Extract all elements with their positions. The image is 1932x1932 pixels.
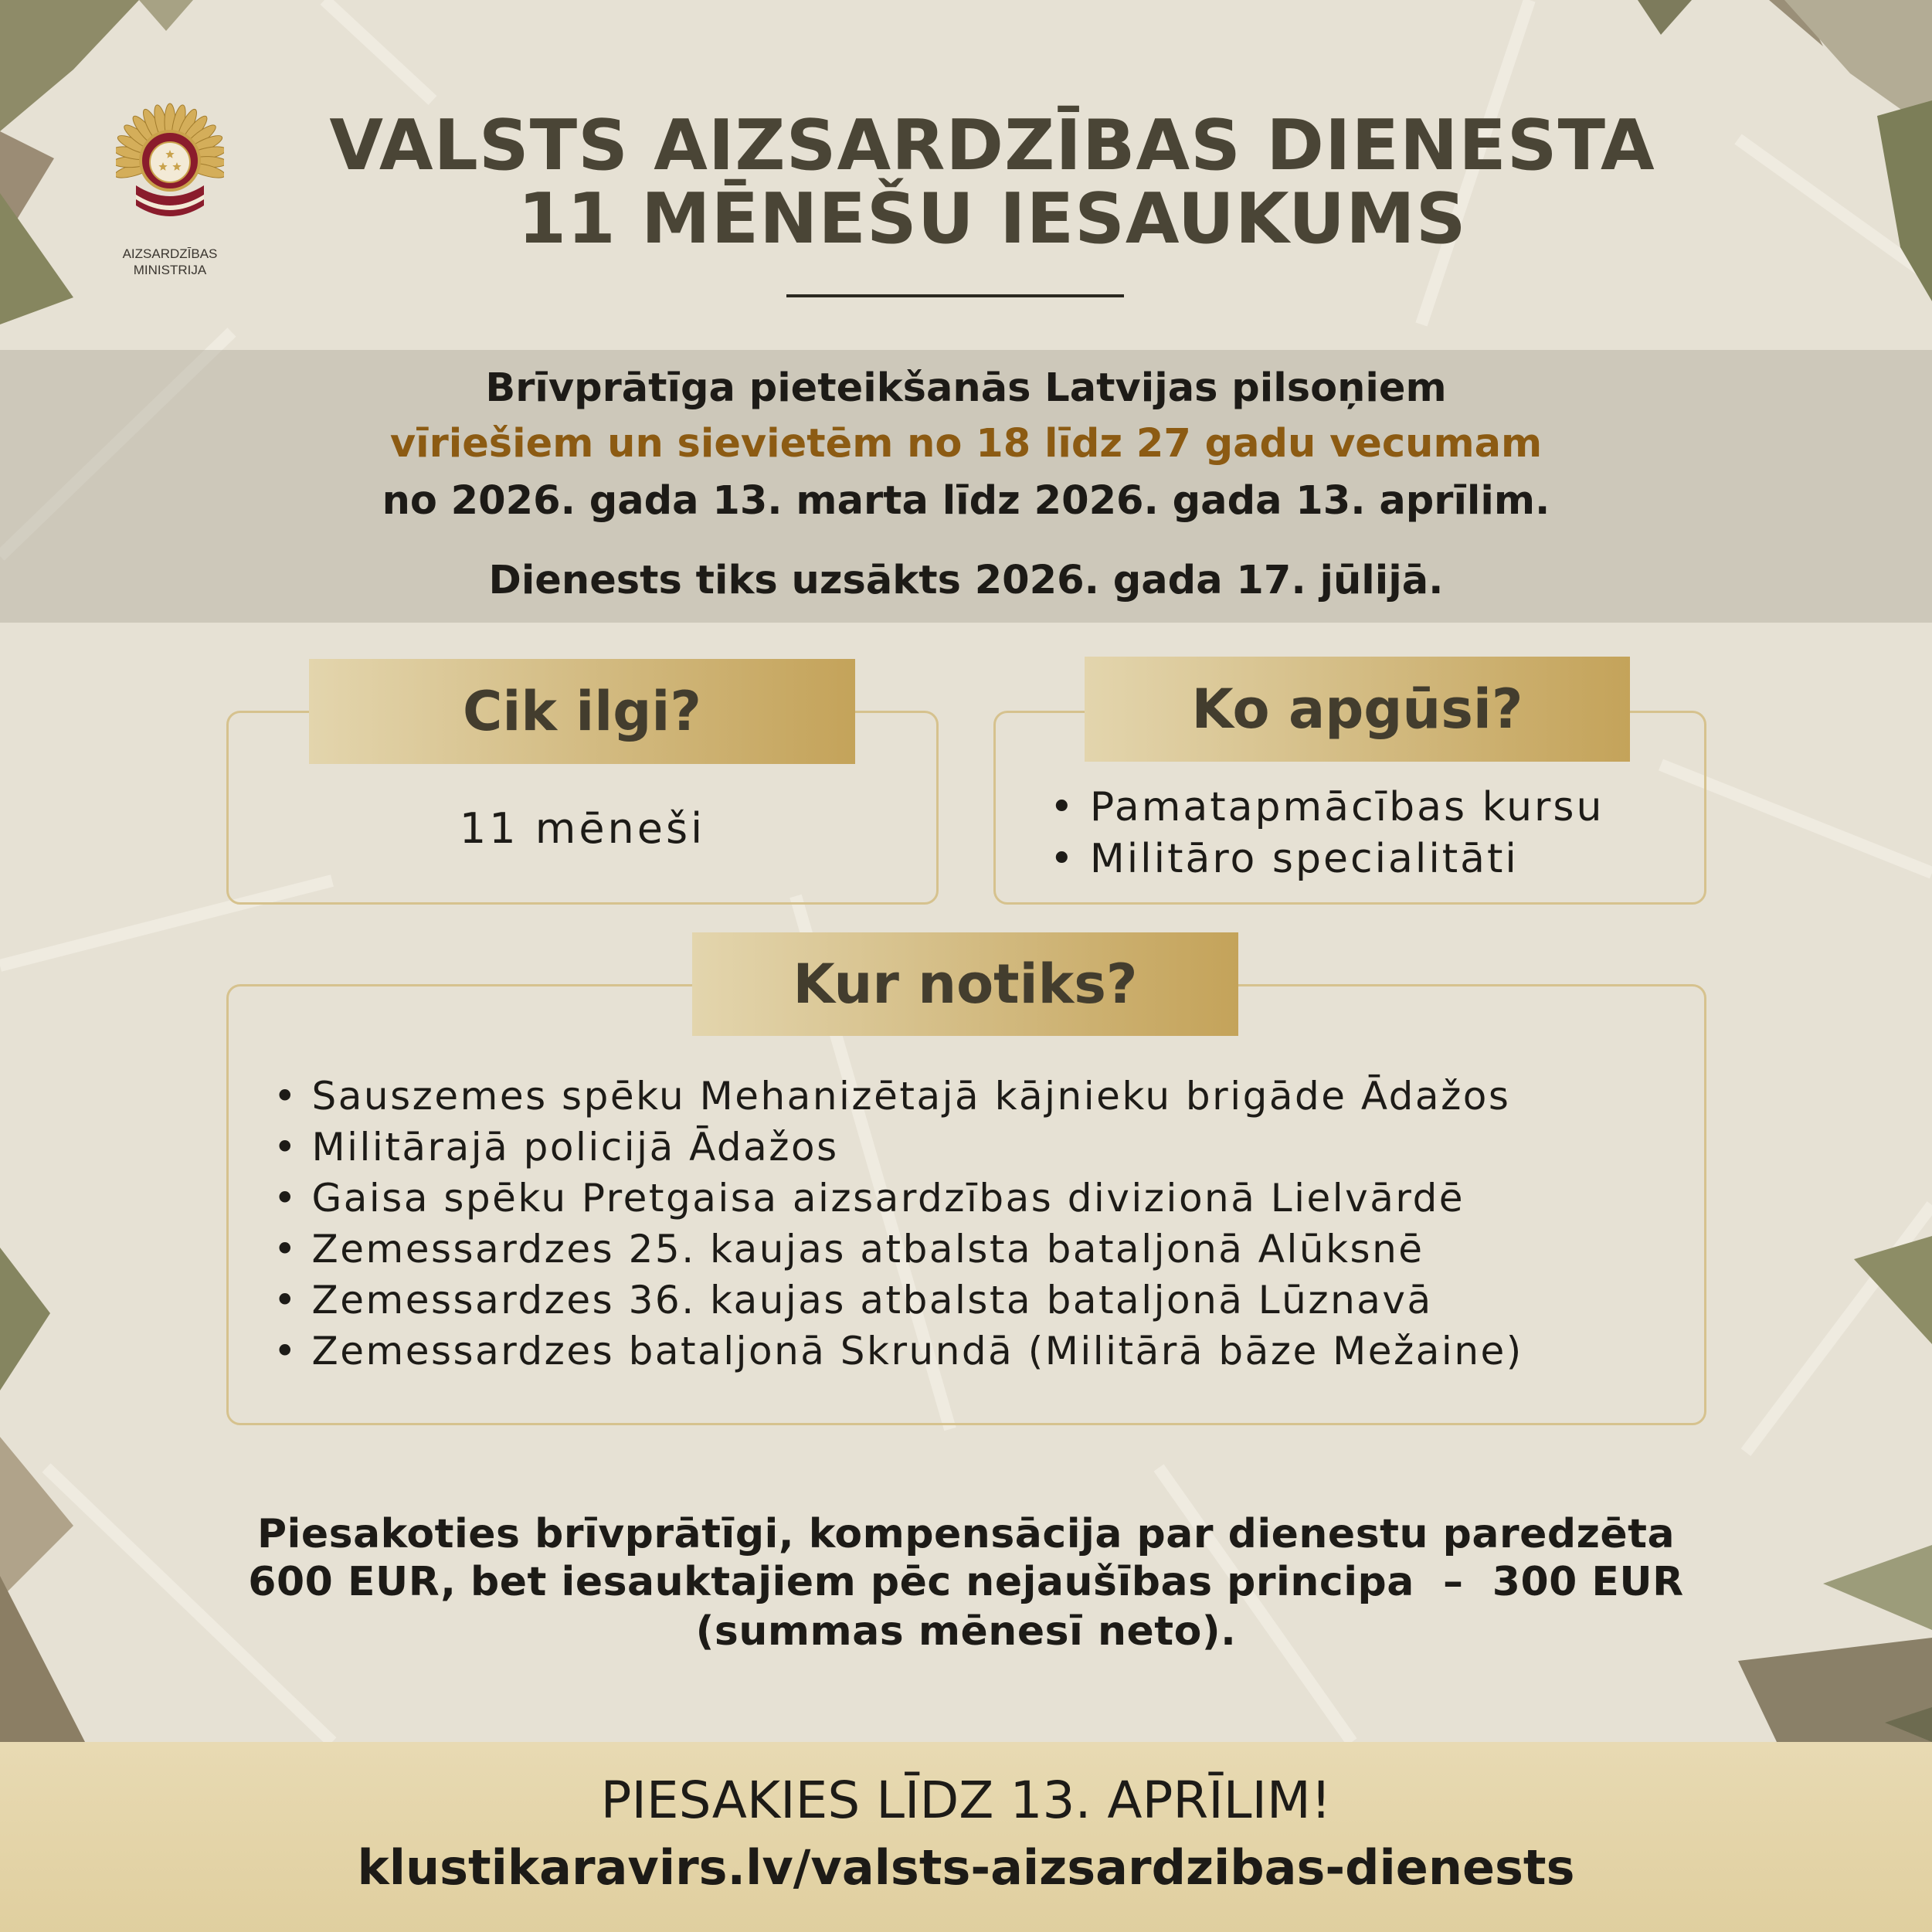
- learn-heading: Ko apgūsi?: [1085, 657, 1630, 762]
- cta-url: klustikaravirs.lv/valsts-aizsardzibas-dienests: [357, 1839, 1575, 1896]
- logo-text-line1: AIZSARDZĪBAS: [122, 246, 218, 261]
- title-divider: [786, 294, 1124, 297]
- service-start: Dienests tiks uzsākts 2026. gada 17. jūlijā.: [488, 558, 1444, 603]
- logo-text-line2: MINISTRIJA: [133, 263, 207, 277]
- compensation-line2: 600 EUR, bet iesauktajiem pēc nejaušības principa – 300 EUR: [248, 1559, 1684, 1605]
- duration-value: 11 mēneši: [459, 804, 706, 853]
- title-line1: VALSTS AIZSARDZĪBAS DIENESTA: [329, 105, 1655, 186]
- compensation-line1: Piesakoties brīvprātīgi, kompensācija par dienestu paredzēta: [256, 1511, 1676, 1557]
- learn-list: [1050, 782, 1604, 885]
- duration-heading: Cik ilgi?: [309, 659, 855, 764]
- list-item: • Pamatapmācības kursu: [1050, 782, 1604, 834]
- list-item: • Zemessardzes bataljonā Skrundā (Militārā bāze Mežaine): [273, 1326, 1523, 1377]
- intro-highlight: vīriešiem un sievietēm no 18 līdz 27 gadu vecumam: [389, 421, 1543, 467]
- list-item: • Zemessardzes 36. kaujas atbalsta bataljonā Lūznavā: [273, 1275, 1523, 1326]
- list-item: • Zemessardzes 25. kaujas atbalsta bataljonā Alūksnē: [273, 1224, 1523, 1275]
- list-item: • Gaisa spēku Pretgaisa aizsardzības divizionā Lielvārdē: [273, 1173, 1523, 1224]
- list-item: • Sauszemes spēku Mehanizētajā kājnieku brigāde Ādažos: [273, 1071, 1523, 1122]
- list-item: • Militāro specialitāti: [1050, 834, 1604, 885]
- location-heading: Kur notiks?: [692, 932, 1238, 1036]
- location-list: [273, 1071, 1523, 1377]
- compensation-line3: (summas mēnesī neto).: [695, 1608, 1237, 1655]
- cta-deadline: PIESAKIES LĪDZ 13. APRĪLIM!: [600, 1771, 1332, 1830]
- intro-line1: Brīvprātīga pieteikšanās Latvijas pilsoņiem: [485, 365, 1447, 411]
- list-item: • Militārajā policijā Ādažos: [273, 1122, 1523, 1173]
- title-line2: 11 MĒNEŠU IESAUKUMS: [518, 178, 1467, 260]
- intro-line3: no 2026. gada 13. marta līdz 2026. gada 13. aprīlim.: [382, 478, 1550, 524]
